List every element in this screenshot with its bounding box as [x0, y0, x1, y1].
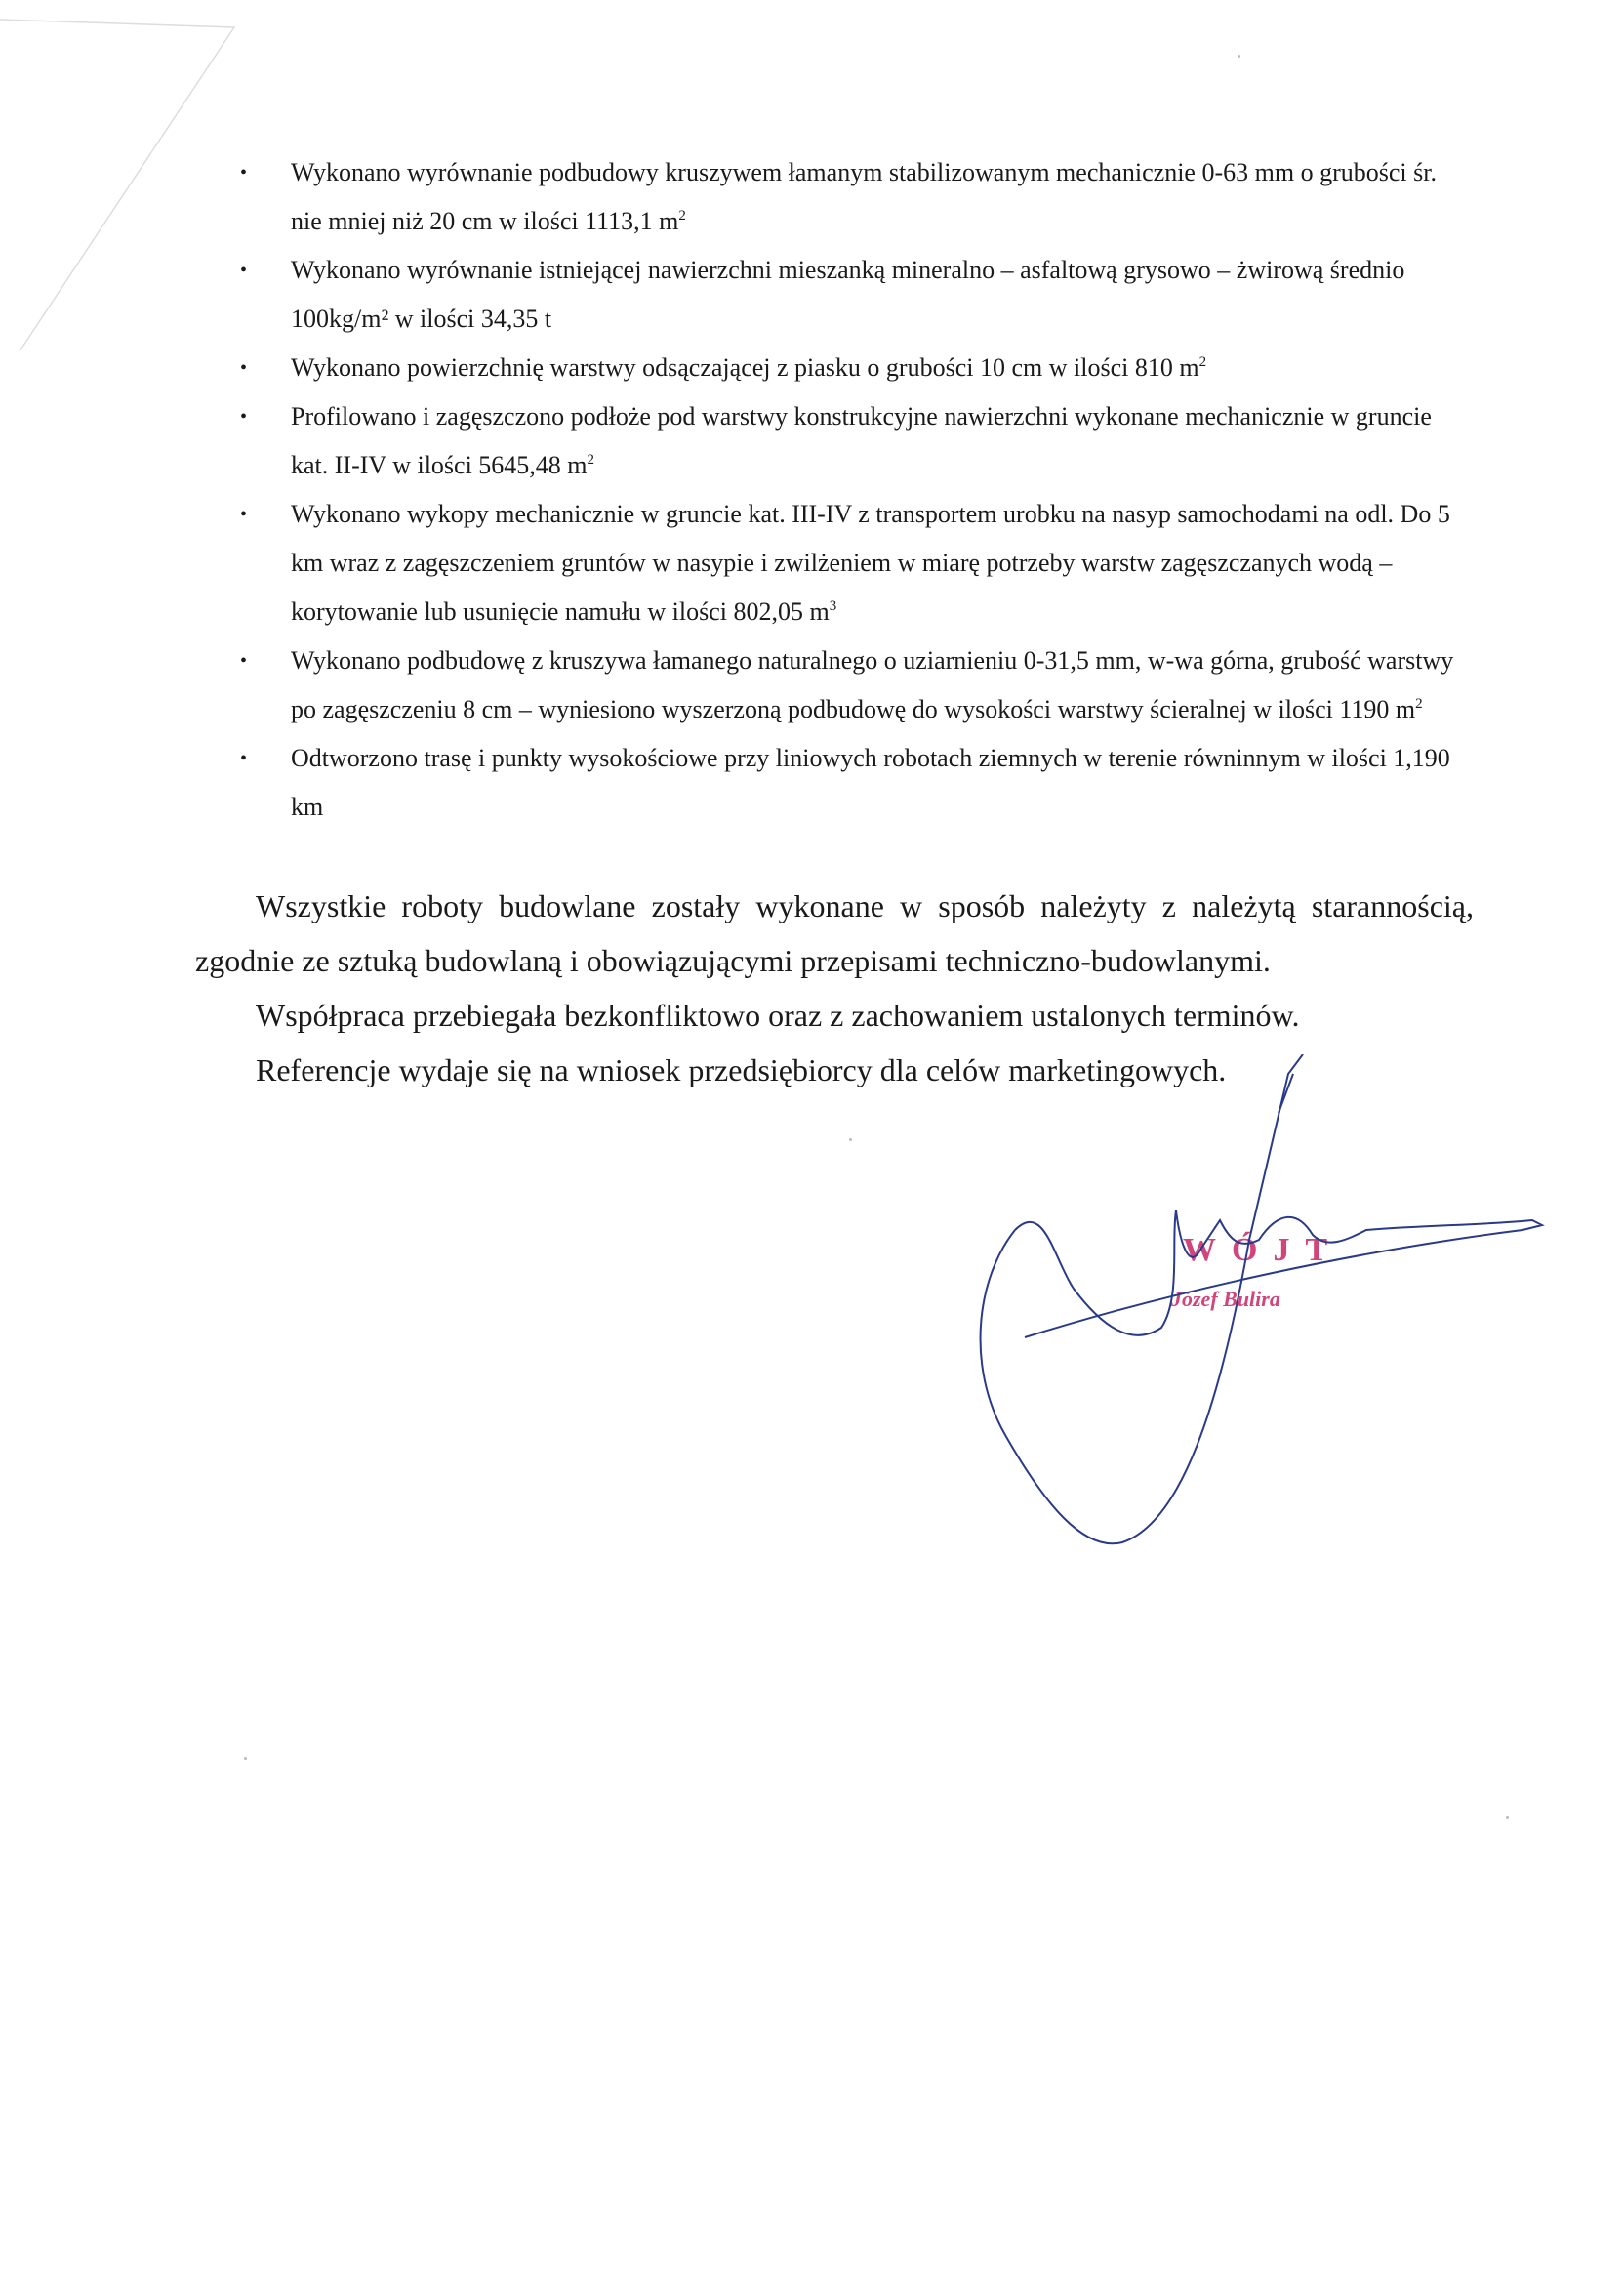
superscript: 2	[678, 208, 686, 224]
list-item-text: Wykonano wyrównanie istniejącej nawierzchni mieszanką mineralno – asfaltową grysowo – żwirową średnio 100kg/m² w ilości 34,35 t	[291, 256, 1405, 333]
list-item	[230, 344, 1470, 392]
scan-speck	[1506, 1816, 1509, 1819]
list-item-text: Wykonano podbudowę z kruszywa łamanego naturalnego o uziarnieniu 0-31,5 mm, w-wa górna, grubość warstwy po zagęszczeniu 8 cm – wyniesiono wyszerzoną podbudowę do wysokości warstwy ścieralnej w ilości 1190 m	[291, 646, 1454, 723]
handwritten-signature	[937, 1054, 1562, 1581]
superscript: 3	[829, 598, 837, 614]
superscript: 2	[1198, 354, 1207, 370]
work-list	[230, 148, 1470, 832]
list-item-text: Profilowano i zagęszczono podłoże pod warstwy konstrukcyjne nawierzchni wykonane mechanicznie w gruncie kat. II-IV w ilości 5645,48 m	[291, 402, 1432, 479]
scan-speck	[849, 1138, 852, 1141]
scan-speck	[244, 1757, 247, 1760]
list-item	[230, 490, 1470, 636]
list-item-text: Wykonano wykopy mechanicznie w gruncie kat. III-IV z transportem urobku na nasyp samochodami na odl. Do 5 km wraz z zagęszczeniem gruntów w nasypie i zwilżeniem w miarę potrzeby warstw zagęszczanych wodą –korytowanie lub usunięcie namułu w ilości 802,05 m	[291, 500, 1450, 626]
list-item-text: Wykonano powierzchnię warstwy odsączającej z piasku o grubości 10 cm w ilości 810 m	[291, 353, 1199, 382]
cooperation-paragraph: Współpraca przebiegała bezkonfliktowo oraz z zachowaniem ustalonych terminów.	[256, 998, 1300, 1033]
list-item	[230, 246, 1470, 344]
list-item-text: Odtworzono trasę i punkty wysokościowe przy liniowych robotach ziemnych w terenie równinnym w ilości 1,190 km	[291, 744, 1450, 821]
superscript: 2	[587, 452, 595, 468]
list-item	[230, 636, 1470, 734]
superscript: 2	[1415, 696, 1423, 712]
stamp-title: WÓJT	[1183, 1232, 1344, 1268]
list-item-text: Wykonano wyrównanie podbudowy kruszywem łamanym stabilizowanym mechanicznie 0-63 mm o grubości śr. nie mniej niż 20 cm w ilości 1113,1 m	[291, 158, 1437, 235]
page-fold-mark	[0, 0, 254, 371]
scan-speck	[1238, 55, 1240, 58]
list-item	[230, 734, 1470, 832]
quality-paragraph: Wszystkie roboty budowlane zostały wykonane w sposób należyty z należytą starannością, zgodnie ze sztuką budowlaną i obowiązującymi przepisami techniczno-budowlanymi.	[195, 888, 1474, 978]
list-item	[230, 392, 1470, 490]
purpose-paragraph: Referencje wydaje się na wniosek przedsiębiorcy dla celów marketingowych.	[256, 1052, 1227, 1087]
stamp-name: Józef Bulira	[1171, 1287, 1280, 1311]
list-item	[230, 148, 1470, 246]
